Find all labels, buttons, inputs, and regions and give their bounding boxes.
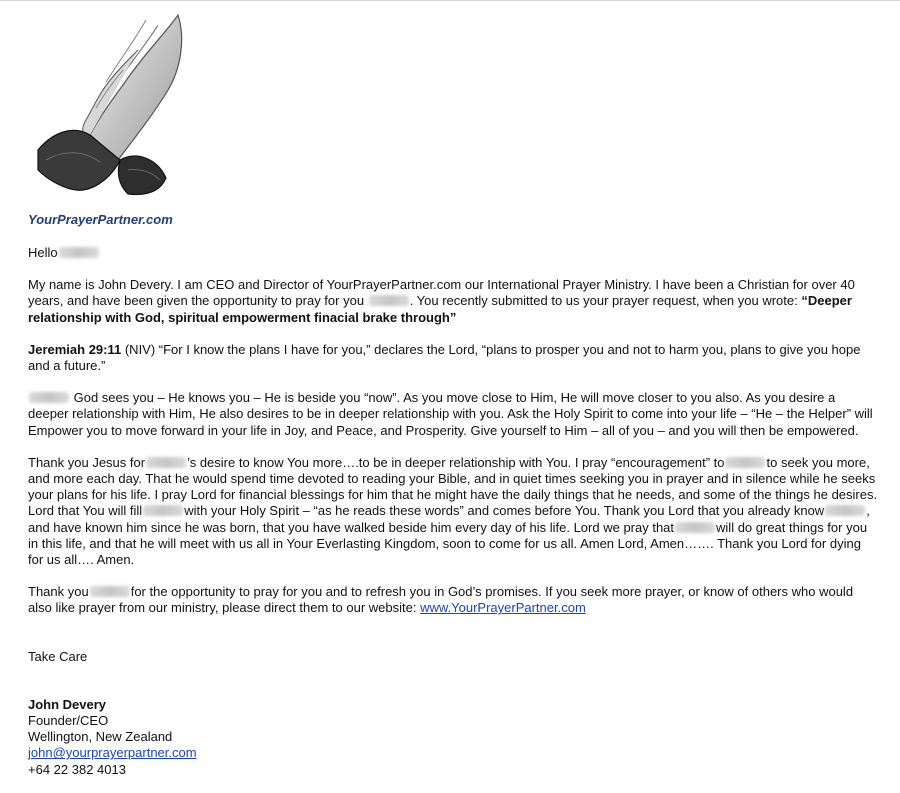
prayer-text-5: , and have known him since he was born, that you have walked beside him every day of his life. Lord we pray that xyxy=(28,503,870,535)
redacted-name xyxy=(59,247,99,258)
prayer-request-quote: “Deeper relationship with God, spiritual empowerment finacial brake through” xyxy=(28,293,852,325)
thanks-text-1: Thank you xyxy=(28,584,89,600)
redacted-name xyxy=(369,295,409,306)
scripture-paragraph xyxy=(28,342,878,374)
signature-title: Founder/CEO xyxy=(28,713,109,729)
prayer-text-1: Thank you Jesus for xyxy=(28,454,146,470)
website-link[interactable]: www.YourPrayerPartner.com xyxy=(420,600,586,616)
scripture-text: (NIV) “For I know the plans I have for you,” declares the Lord, “plans to prosper you and not to harm you, plans to give you hope and a future.” xyxy=(28,341,861,374)
thanks-paragraph xyxy=(28,584,878,616)
top-divider xyxy=(0,0,900,1)
greeting-paragraph xyxy=(28,245,878,261)
encouragement-text: God sees you – He knows you – He is beside you “now”. As you move close to Him, He will move closer to you also. As you desire a deeper relationship with Him, He also desires to be in deeper relationship with you. Ask the Holy Spirit to come into your life – “He – the Helper” will Empower you to move forward in your life in Joy, and Peace, and Prosperity. Give yourself to Him – all of you – and you will then be empowered. xyxy=(28,390,873,438)
redacted-name xyxy=(29,392,69,403)
intro-text: My name is John Devery. I am CEO and Director of YourPrayerPartner.com our International Prayer Ministry. I have been a Christian for over 40 years, and have been given the opportunity to pray for you xyxy=(28,277,855,309)
prayer-paragraph xyxy=(28,455,878,568)
prayer-text-6: will do great things for you in this life, and that he will meet with us all in Your Everlasting Kingdom, soon to come for us all. Amen Lord, Amen……. Thank you Lord for dying for us all…. Amen. xyxy=(28,519,868,568)
redacted-name xyxy=(90,586,130,597)
intro-paragraph xyxy=(28,277,878,326)
prayer-text-3: to seek you more, and more each day. That he would spend time devoted to reading your Bible, and in quiet times seeking you in prayer and in silence while he seeks your plans for his life. I pray Lord for financial blessings for him that he might have the daily things that he needs, and some of the things he desires. Lord that You will fill xyxy=(28,454,878,519)
signature-name: John Devery xyxy=(28,696,107,712)
closing-text: Take Care xyxy=(28,648,88,664)
closing-paragraph xyxy=(28,649,878,665)
praying-hands-icon xyxy=(28,10,188,210)
signature-block xyxy=(28,697,878,778)
scripture-reference: Jeremiah 29:11 xyxy=(28,341,122,357)
redacted-name xyxy=(825,505,865,516)
greeting-text: Hello xyxy=(28,245,58,260)
intro-text-2: . You recently submitted to us your prayer request, when you wrote: xyxy=(409,293,802,309)
encouragement-paragraph xyxy=(28,390,878,439)
prayer-text-4: with your Holy Spirit – “as he reads these words” and comes before You. Thank you Lord that you already know xyxy=(184,503,825,519)
signature-location: Wellington, New Zealand xyxy=(28,729,173,745)
signature-email-link[interactable]: john@yourprayerpartner.com xyxy=(28,745,197,761)
redacted-name xyxy=(675,522,715,533)
redacted-name xyxy=(725,457,765,468)
brand-name[interactable]: YourPrayerPartner.com xyxy=(28,212,173,227)
prayer-text-2: ’s desire to know You more….to be in deeper relationship with You. I pray “encouragement” to xyxy=(187,454,725,470)
signature-phone: +64 22 382 4013 xyxy=(28,761,126,777)
redacted-name xyxy=(146,457,186,468)
redacted-name xyxy=(143,505,183,516)
thanks-text-2: for the opportunity to pray for you and to refresh you in God’s promises. If you seek more prayer, or know of others who would also like prayer from our ministry, please direct them to our website: xyxy=(28,584,854,616)
letter-body xyxy=(28,245,878,778)
